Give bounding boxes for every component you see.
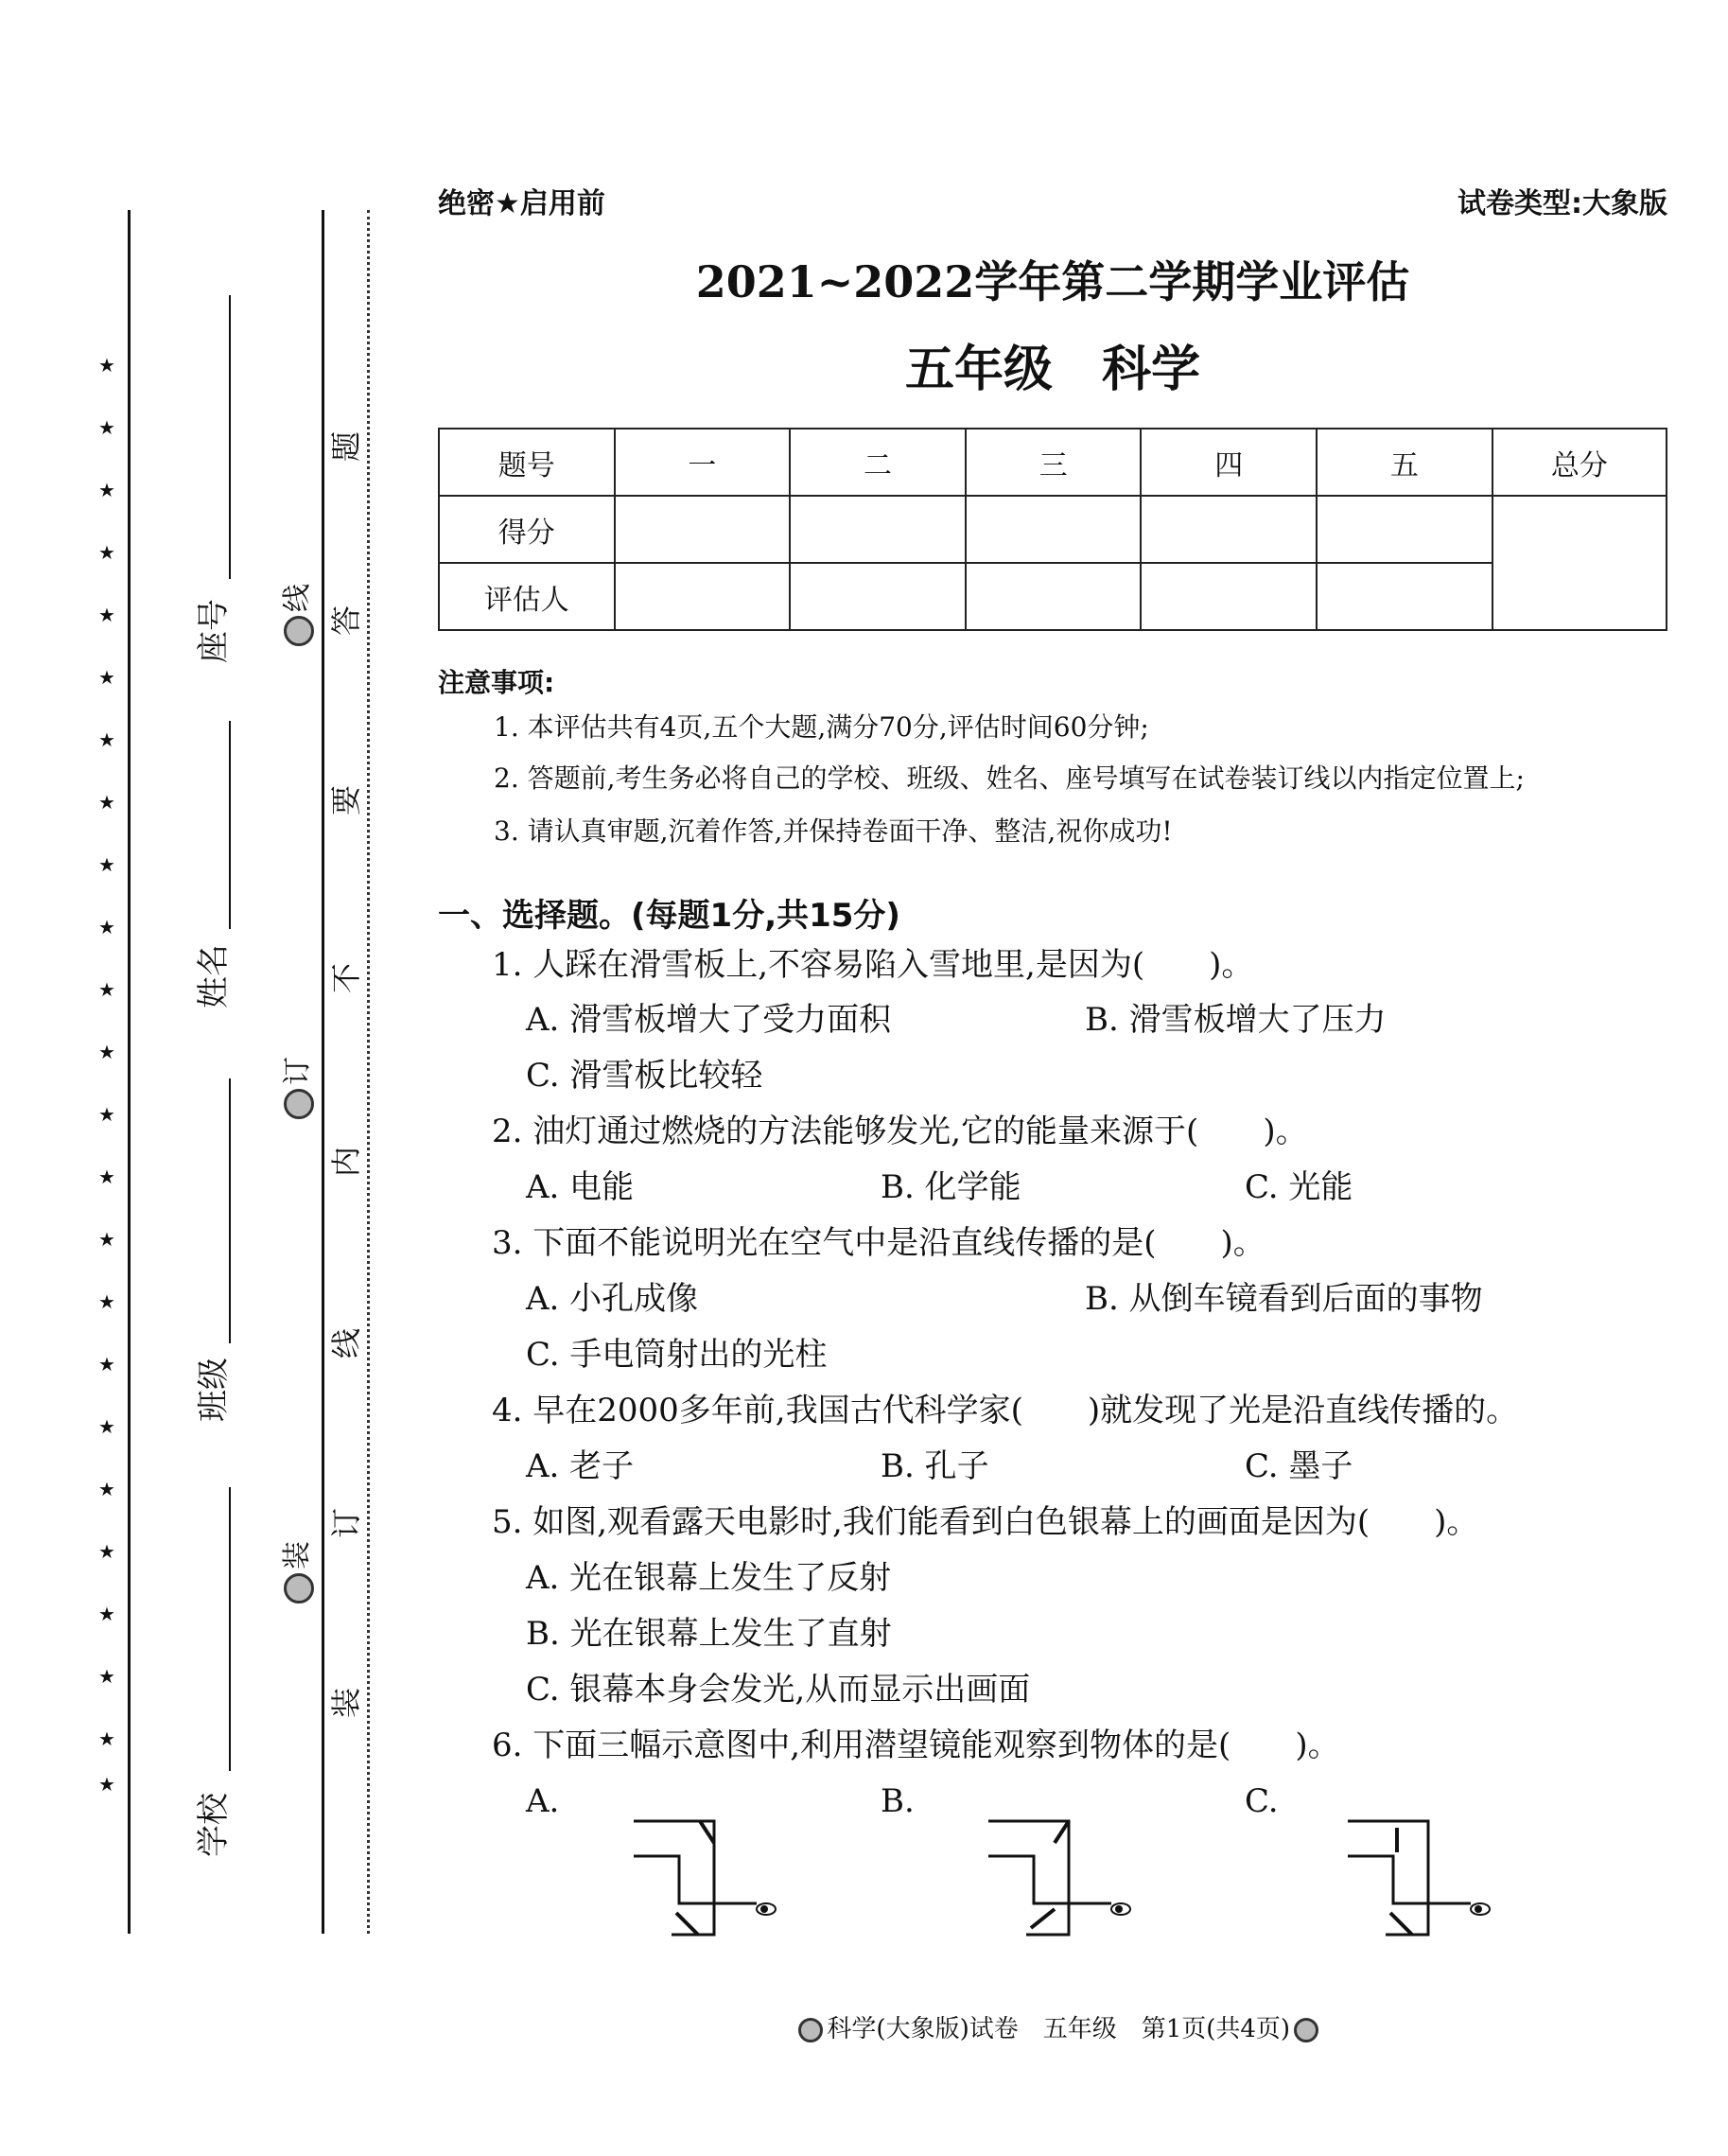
table-row-label: 得分	[439, 496, 615, 563]
evaluator-cell[interactable]	[615, 563, 791, 630]
binding-inner-line	[322, 210, 324, 1934]
score-cell[interactable]	[1141, 496, 1317, 563]
score-table	[438, 428, 1667, 631]
option[interactable]: C. 滑雪板比较轻	[526, 1057, 763, 1095]
warning-char: 题	[328, 430, 365, 463]
option[interactable]: C. 墨子	[1245, 1447, 1353, 1485]
option[interactable]: A. 滑雪板增大了受力面积	[526, 1001, 892, 1039]
warning-char: 要	[328, 784, 365, 816]
table-header-cell: 三	[966, 429, 1142, 496]
periscope-diagram-c	[1338, 1807, 1499, 1939]
option[interactable]: C. 银幕本身会发光,从而显示出画面	[526, 1671, 1031, 1709]
periscope-diagram-b	[979, 1807, 1140, 1939]
option[interactable]: C. 手电筒射出的光柱	[526, 1336, 828, 1374]
secret-label: 绝密★启用前	[438, 187, 605, 220]
exam-title: 2021~2022学年第二学期学业评估	[695, 256, 1410, 307]
seal-order: 订	[273, 1057, 315, 1119]
question-stem: 2. 油灯通过燃烧的方法能够发光,它的能量来源于( )。	[492, 1113, 1308, 1150]
option[interactable]: A.	[526, 1782, 560, 1820]
warning-char: 不	[328, 962, 365, 994]
evaluator-cell[interactable]	[966, 563, 1142, 630]
notice-item: 2. 答题前,考生务必将自己的学校、班级、姓名、座号填写在试卷装订线以内指定位置上;	[494, 762, 1525, 794]
table-header-cell: 四	[1141, 429, 1317, 496]
footer-text: 科学(大象版)试卷 五年级 第1页(共4页)	[827, 2015, 1291, 2043]
notice-item: 1. 本评估共有4页,五个大题,满分70分,评估时间60分钟;	[494, 711, 1149, 743]
section-title: 一、选择题。(每题1分,共15分)	[438, 897, 900, 935]
paper-type-label: 试卷类型:大象版	[1457, 187, 1667, 220]
footer-logo-icon	[1294, 2018, 1318, 2042]
footer-logo-icon	[798, 2018, 823, 2042]
seat-blank[interactable]	[229, 295, 231, 579]
notice-title: 注意事项:	[438, 667, 555, 698]
evaluator-cell[interactable]	[1317, 563, 1492, 630]
seal-bind: 装	[273, 1541, 315, 1604]
evaluator-cell[interactable]	[1141, 563, 1317, 630]
exam-subtitle: 五年级 科学	[904, 341, 1200, 398]
binding-outer-line	[128, 210, 131, 1934]
evaluator-cell[interactable]	[790, 563, 966, 630]
score-cell[interactable]	[615, 496, 791, 563]
table-row-label: 评估人	[439, 563, 615, 630]
warning-char: 内	[328, 1146, 365, 1178]
score-cell[interactable]	[790, 496, 966, 563]
warning-char: 线	[328, 1327, 365, 1359]
option[interactable]: B. 从倒车镜看到后面的事物	[1085, 1280, 1483, 1318]
score-cell[interactable]	[966, 496, 1142, 563]
footer	[438, 1981, 1667, 2044]
warning-char: 订	[328, 1507, 365, 1539]
table-header-cell: 二	[790, 429, 966, 496]
option[interactable]: B. 孔子	[881, 1447, 989, 1485]
option[interactable]: A. 老子	[526, 1447, 635, 1485]
table-header-cell: 一	[615, 429, 791, 496]
question-stem: 4. 早在2000多年前,我国古代科学家( )就发现了光是沿直线传播的。	[492, 1392, 1519, 1429]
option[interactable]: A. 小孔成像	[526, 1280, 699, 1318]
binding-dotted-line	[367, 210, 370, 1934]
notice-item: 3. 请认真审题,沉着作答,并保持卷面干净、整洁,祝你成功!	[494, 815, 1173, 847]
total-score-cell[interactable]	[1492, 496, 1667, 630]
question-stem: 6. 下面三幅示意图中,利用潜望镜能观察到物体的是( )。	[492, 1727, 1340, 1764]
seal-icon	[284, 1089, 314, 1119]
option[interactable]: C.	[1245, 1782, 1279, 1820]
question-stem: 5. 如图,观看露天电影时,我们能看到白色银幕上的画面是因为( )。	[492, 1503, 1479, 1541]
name-label: 姓名	[195, 944, 233, 1008]
seal-line: 线	[273, 584, 315, 646]
question-stem: 3. 下面不能说明光在空气中是沿直线传播的是( )。	[492, 1224, 1265, 1262]
school-blank[interactable]	[229, 1487, 231, 1771]
option[interactable]: A. 电能	[526, 1168, 635, 1206]
option[interactable]: A. 光在银幕上发生了反射	[526, 1559, 892, 1597]
option[interactable]: B.	[881, 1782, 915, 1820]
option[interactable]: B. 光在银幕上发生了直射	[526, 1615, 892, 1653]
school-label: 学校	[195, 1793, 233, 1857]
warning-char: 装	[328, 1687, 365, 1719]
name-blank[interactable]	[229, 721, 231, 929]
score-cell[interactable]	[1317, 496, 1492, 563]
question-stem: 1. 人踩在滑雪板上,不容易陷入雪地里,是因为( )。	[492, 946, 1254, 984]
table-header-cell: 总分	[1492, 429, 1667, 496]
option[interactable]: B. 滑雪板增大了压力	[1085, 1001, 1387, 1039]
class-blank[interactable]	[229, 1078, 231, 1343]
table-header-cell: 题号	[439, 429, 615, 496]
warning-char: 答	[328, 605, 365, 637]
periscope-diagram-a	[624, 1807, 785, 1939]
class-label: 班级	[195, 1358, 233, 1422]
seal-icon	[284, 616, 314, 646]
table-header-cell: 五	[1317, 429, 1492, 496]
option[interactable]: B. 化学能	[881, 1168, 1021, 1206]
option[interactable]: C. 光能	[1245, 1168, 1353, 1206]
seat-label: 座号	[195, 599, 233, 663]
seal-icon	[284, 1573, 314, 1604]
